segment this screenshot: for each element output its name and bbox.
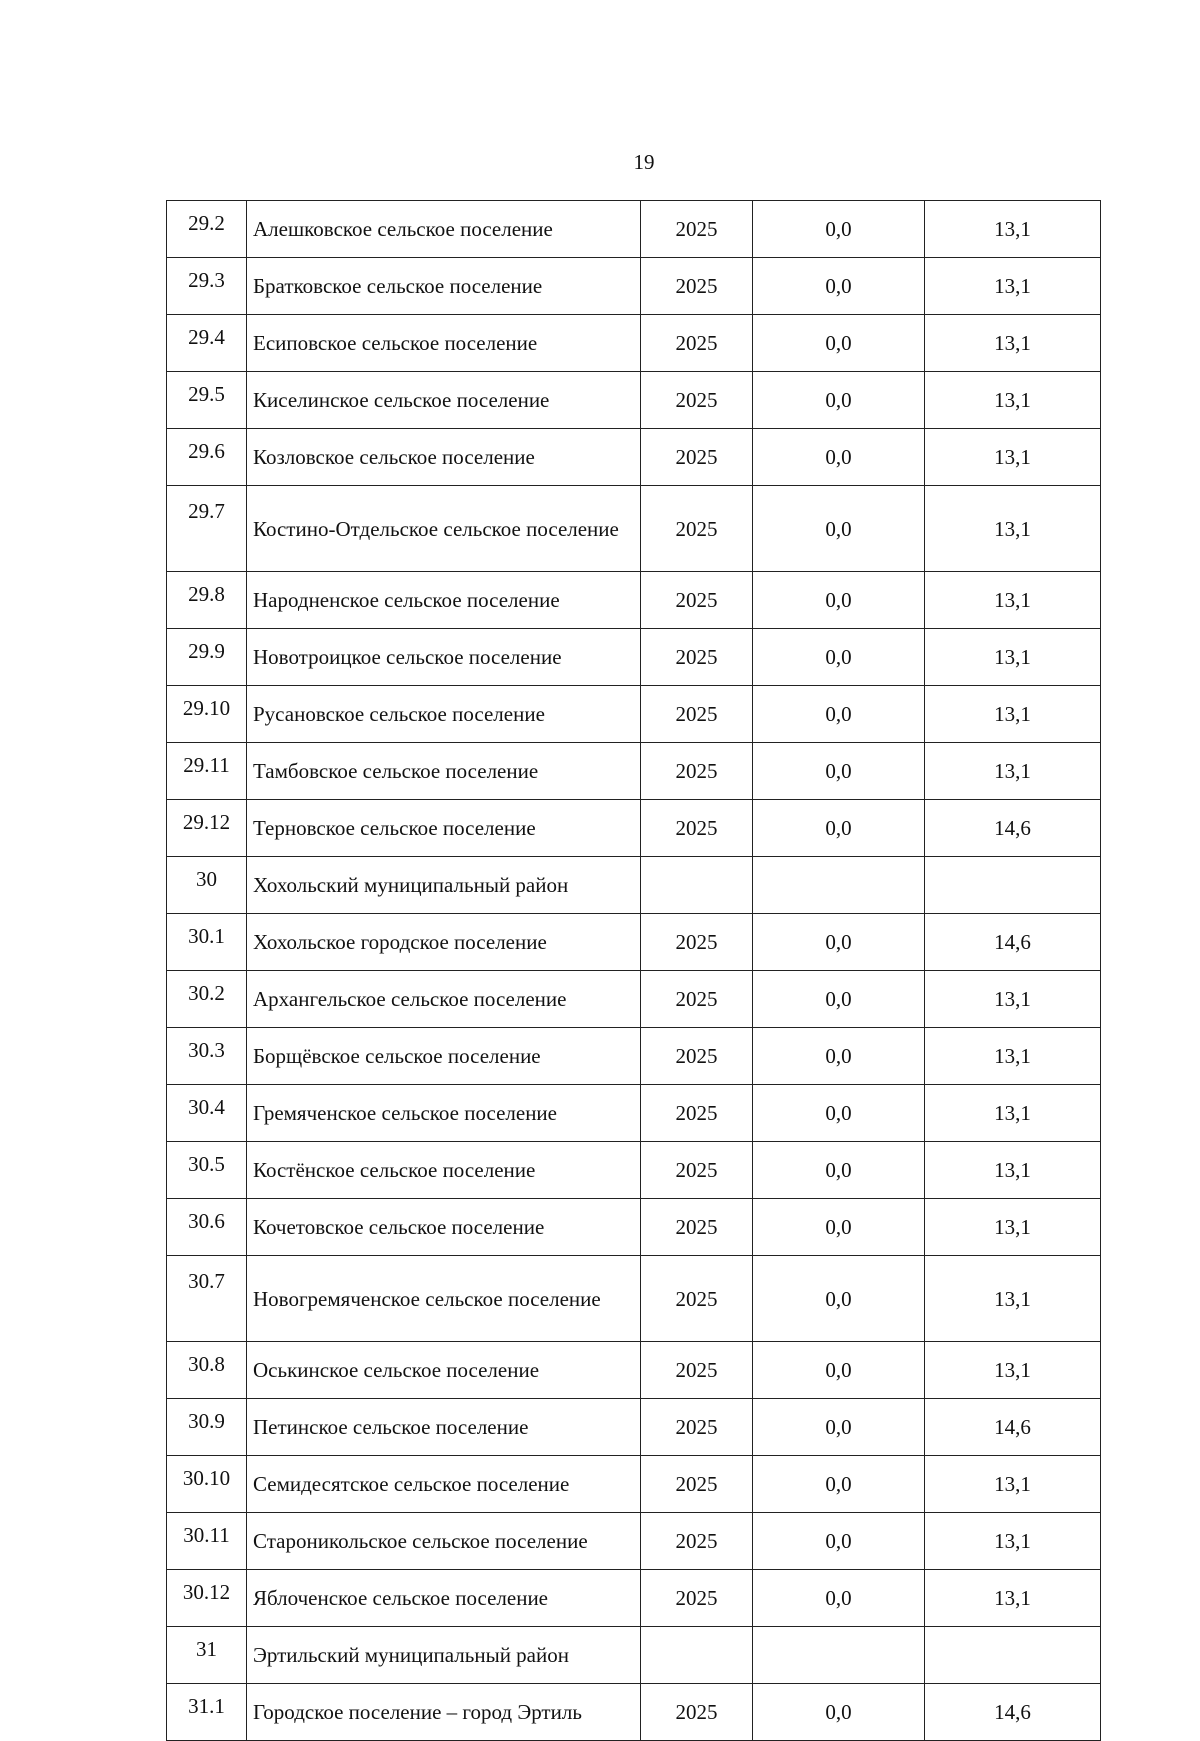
row-number-cell: 30.5 bbox=[167, 1142, 247, 1199]
year-cell: 2025 bbox=[641, 258, 753, 315]
row-number-cell: 30.4 bbox=[167, 1085, 247, 1142]
year-cell: 2025 bbox=[641, 486, 753, 572]
settlement-name-cell: Козловское сельское поселение bbox=[247, 429, 641, 486]
value-1-cell: 0,0 bbox=[753, 315, 925, 372]
table-row bbox=[167, 1256, 1101, 1342]
row-number-cell: 29.6 bbox=[167, 429, 247, 486]
value-2-cell: 13,1 bbox=[925, 1142, 1101, 1199]
table-row bbox=[167, 1570, 1101, 1627]
value-1-cell: 0,0 bbox=[753, 1684, 925, 1741]
value-1-cell: 0,0 bbox=[753, 1399, 925, 1456]
row-number-cell: 29.10 bbox=[167, 686, 247, 743]
year-cell: 2025 bbox=[641, 201, 753, 258]
value-1-cell: 0,0 bbox=[753, 1456, 925, 1513]
settlement-name-cell: Яблоченское сельское поселение bbox=[247, 1570, 641, 1627]
row-number-cell: 29.4 bbox=[167, 315, 247, 372]
value-1-cell: 0,0 bbox=[753, 572, 925, 629]
value-1-cell: 0,0 bbox=[753, 1256, 925, 1342]
table-row bbox=[167, 1399, 1101, 1456]
value-1-cell: 0,0 bbox=[753, 686, 925, 743]
value-2-cell: 13,1 bbox=[925, 1085, 1101, 1142]
year-cell: 2025 bbox=[641, 1570, 753, 1627]
value-1-cell: 0,0 bbox=[753, 971, 925, 1028]
value-2-cell: 13,1 bbox=[925, 1028, 1101, 1085]
value-2-cell: 14,6 bbox=[925, 800, 1101, 857]
row-number-cell: 29.12 bbox=[167, 800, 247, 857]
settlement-name-cell: Хохольский муниципальный район bbox=[247, 857, 641, 914]
settlement-name-cell: Семидесятское сельское поселение bbox=[247, 1456, 641, 1513]
table-row bbox=[167, 1684, 1101, 1741]
year-cell: 2025 bbox=[641, 1399, 753, 1456]
year-cell: 2025 bbox=[641, 1684, 753, 1741]
value-2-cell: 13,1 bbox=[925, 486, 1101, 572]
year-cell: 2025 bbox=[641, 1142, 753, 1199]
table-row bbox=[167, 372, 1101, 429]
settlement-name-cell: Терновское сельское поселение bbox=[247, 800, 641, 857]
year-cell: 2025 bbox=[641, 1513, 753, 1570]
settlements-table bbox=[166, 200, 1101, 1741]
row-number-cell: 30 bbox=[167, 857, 247, 914]
value-1-cell: 0,0 bbox=[753, 1342, 925, 1399]
table-row bbox=[167, 1456, 1101, 1513]
value-1-cell bbox=[753, 1627, 925, 1684]
row-number-cell: 31.1 bbox=[167, 1684, 247, 1741]
value-2-cell: 13,1 bbox=[925, 201, 1101, 258]
settlement-name-cell: Архангельское сельское поселение bbox=[247, 971, 641, 1028]
value-1-cell: 0,0 bbox=[753, 1199, 925, 1256]
table-row bbox=[167, 486, 1101, 572]
value-2-cell: 14,6 bbox=[925, 1684, 1101, 1741]
settlement-name-cell: Борщёвское сельское поселение bbox=[247, 1028, 641, 1085]
value-2-cell: 13,1 bbox=[925, 1570, 1101, 1627]
row-number-cell: 30.11 bbox=[167, 1513, 247, 1570]
value-1-cell: 0,0 bbox=[753, 629, 925, 686]
value-2-cell: 13,1 bbox=[925, 629, 1101, 686]
value-2-cell: 13,1 bbox=[925, 372, 1101, 429]
value-2-cell: 13,1 bbox=[925, 1256, 1101, 1342]
table-row bbox=[167, 201, 1101, 258]
table-row bbox=[167, 315, 1101, 372]
row-number-cell: 31 bbox=[167, 1627, 247, 1684]
table-row bbox=[167, 686, 1101, 743]
row-number-cell: 29.8 bbox=[167, 572, 247, 629]
value-2-cell: 14,6 bbox=[925, 914, 1101, 971]
table-row bbox=[167, 857, 1101, 914]
settlement-name-cell: Оськинское сельское поселение bbox=[247, 1342, 641, 1399]
settlement-name-cell: Есиповское сельское поселение bbox=[247, 315, 641, 372]
row-number-cell: 30.10 bbox=[167, 1456, 247, 1513]
year-cell: 2025 bbox=[641, 372, 753, 429]
row-number-cell: 29.7 bbox=[167, 486, 247, 572]
value-1-cell: 0,0 bbox=[753, 1570, 925, 1627]
settlement-name-cell: Гремяченское сельское поселение bbox=[247, 1085, 641, 1142]
table-row bbox=[167, 572, 1101, 629]
year-cell: 2025 bbox=[641, 629, 753, 686]
row-number-cell: 30.9 bbox=[167, 1399, 247, 1456]
row-number-cell: 30.2 bbox=[167, 971, 247, 1028]
settlement-name-cell: Староникольское сельское поселение bbox=[247, 1513, 641, 1570]
year-cell: 2025 bbox=[641, 971, 753, 1028]
value-2-cell: 13,1 bbox=[925, 1199, 1101, 1256]
settlement-name-cell: Костино-Отдельское сельское поселение bbox=[247, 486, 641, 572]
value-2-cell bbox=[925, 1627, 1101, 1684]
value-1-cell bbox=[753, 857, 925, 914]
settlement-name-cell: Тамбовское сельское поселение bbox=[247, 743, 641, 800]
value-1-cell: 0,0 bbox=[753, 800, 925, 857]
year-cell: 2025 bbox=[641, 1199, 753, 1256]
year-cell bbox=[641, 1627, 753, 1684]
year-cell: 2025 bbox=[641, 1342, 753, 1399]
value-2-cell: 13,1 bbox=[925, 1456, 1101, 1513]
value-1-cell: 0,0 bbox=[753, 914, 925, 971]
value-1-cell: 0,0 bbox=[753, 1513, 925, 1570]
value-2-cell: 13,1 bbox=[925, 1513, 1101, 1570]
row-number-cell: 30.6 bbox=[167, 1199, 247, 1256]
row-number-cell: 29.9 bbox=[167, 629, 247, 686]
year-cell: 2025 bbox=[641, 743, 753, 800]
value-2-cell: 13,1 bbox=[925, 258, 1101, 315]
value-2-cell: 14,6 bbox=[925, 1399, 1101, 1456]
settlement-name-cell: Новогремяченское сельское поселение bbox=[247, 1256, 641, 1342]
table-row bbox=[167, 1513, 1101, 1570]
year-cell: 2025 bbox=[641, 572, 753, 629]
value-1-cell: 0,0 bbox=[753, 486, 925, 572]
row-number-cell: 30.12 bbox=[167, 1570, 247, 1627]
value-2-cell: 13,1 bbox=[925, 971, 1101, 1028]
table-body bbox=[167, 201, 1101, 1741]
year-cell: 2025 bbox=[641, 429, 753, 486]
page-number: 19 bbox=[633, 150, 655, 174]
table-row bbox=[167, 1028, 1101, 1085]
year-cell: 2025 bbox=[641, 1456, 753, 1513]
settlement-name-cell: Алешковское сельское поселение bbox=[247, 201, 641, 258]
value-1-cell: 0,0 bbox=[753, 743, 925, 800]
settlement-name-cell: Городское поселение – город Эртиль bbox=[247, 1684, 641, 1741]
settlement-name-cell: Эртильский муниципальный район bbox=[247, 1627, 641, 1684]
value-2-cell: 13,1 bbox=[925, 1342, 1101, 1399]
row-number-cell: 29.5 bbox=[167, 372, 247, 429]
table-row bbox=[167, 258, 1101, 315]
settlement-name-cell: Петинское сельское поселение bbox=[247, 1399, 641, 1456]
table-row bbox=[167, 429, 1101, 486]
value-2-cell: 13,1 bbox=[925, 315, 1101, 372]
year-cell: 2025 bbox=[641, 1256, 753, 1342]
value-1-cell: 0,0 bbox=[753, 1028, 925, 1085]
row-number-cell: 29.2 bbox=[167, 201, 247, 258]
value-1-cell: 0,0 bbox=[753, 372, 925, 429]
settlement-name-cell: Киселинское сельское поселение bbox=[247, 372, 641, 429]
value-2-cell bbox=[925, 857, 1101, 914]
table-row bbox=[167, 629, 1101, 686]
value-2-cell: 13,1 bbox=[925, 429, 1101, 486]
value-1-cell: 0,0 bbox=[753, 1085, 925, 1142]
table-row bbox=[167, 1085, 1101, 1142]
year-cell: 2025 bbox=[641, 800, 753, 857]
value-1-cell: 0,0 bbox=[753, 429, 925, 486]
table-row bbox=[167, 1627, 1101, 1684]
value-1-cell: 0,0 bbox=[753, 201, 925, 258]
table-row bbox=[167, 743, 1101, 800]
settlement-name-cell: Народненское сельское поселение bbox=[247, 572, 641, 629]
value-1-cell: 0,0 bbox=[753, 1142, 925, 1199]
year-cell: 2025 bbox=[641, 1085, 753, 1142]
settlement-name-cell: Костёнское сельское поселение bbox=[247, 1142, 641, 1199]
value-2-cell: 13,1 bbox=[925, 686, 1101, 743]
row-number-cell: 29.3 bbox=[167, 258, 247, 315]
settlement-name-cell: Кочетовское сельское поселение bbox=[247, 1199, 641, 1256]
row-number-cell: 30.8 bbox=[167, 1342, 247, 1399]
year-cell: 2025 bbox=[641, 686, 753, 743]
table-row bbox=[167, 971, 1101, 1028]
year-cell bbox=[641, 857, 753, 914]
value-1-cell: 0,0 bbox=[753, 258, 925, 315]
year-cell: 2025 bbox=[641, 914, 753, 971]
row-number-cell: 30.3 bbox=[167, 1028, 247, 1085]
table-row bbox=[167, 1199, 1101, 1256]
row-number-cell: 30.1 bbox=[167, 914, 247, 971]
table-row bbox=[167, 1342, 1101, 1399]
settlement-name-cell: Русановское сельское поселение bbox=[247, 686, 641, 743]
year-cell: 2025 bbox=[641, 1028, 753, 1085]
settlement-name-cell: Новотроицкое сельское поселение bbox=[247, 629, 641, 686]
row-number-cell: 30.7 bbox=[167, 1256, 247, 1342]
value-2-cell: 13,1 bbox=[925, 743, 1101, 800]
year-cell: 2025 bbox=[641, 315, 753, 372]
settlement-name-cell: Хохольское городское поселение bbox=[247, 914, 641, 971]
table-row bbox=[167, 800, 1101, 857]
value-2-cell: 13,1 bbox=[925, 572, 1101, 629]
row-number-cell: 29.11 bbox=[167, 743, 247, 800]
table-row bbox=[167, 914, 1101, 971]
table-row bbox=[167, 1142, 1101, 1199]
settlement-name-cell: Братковское сельское поселение bbox=[247, 258, 641, 315]
